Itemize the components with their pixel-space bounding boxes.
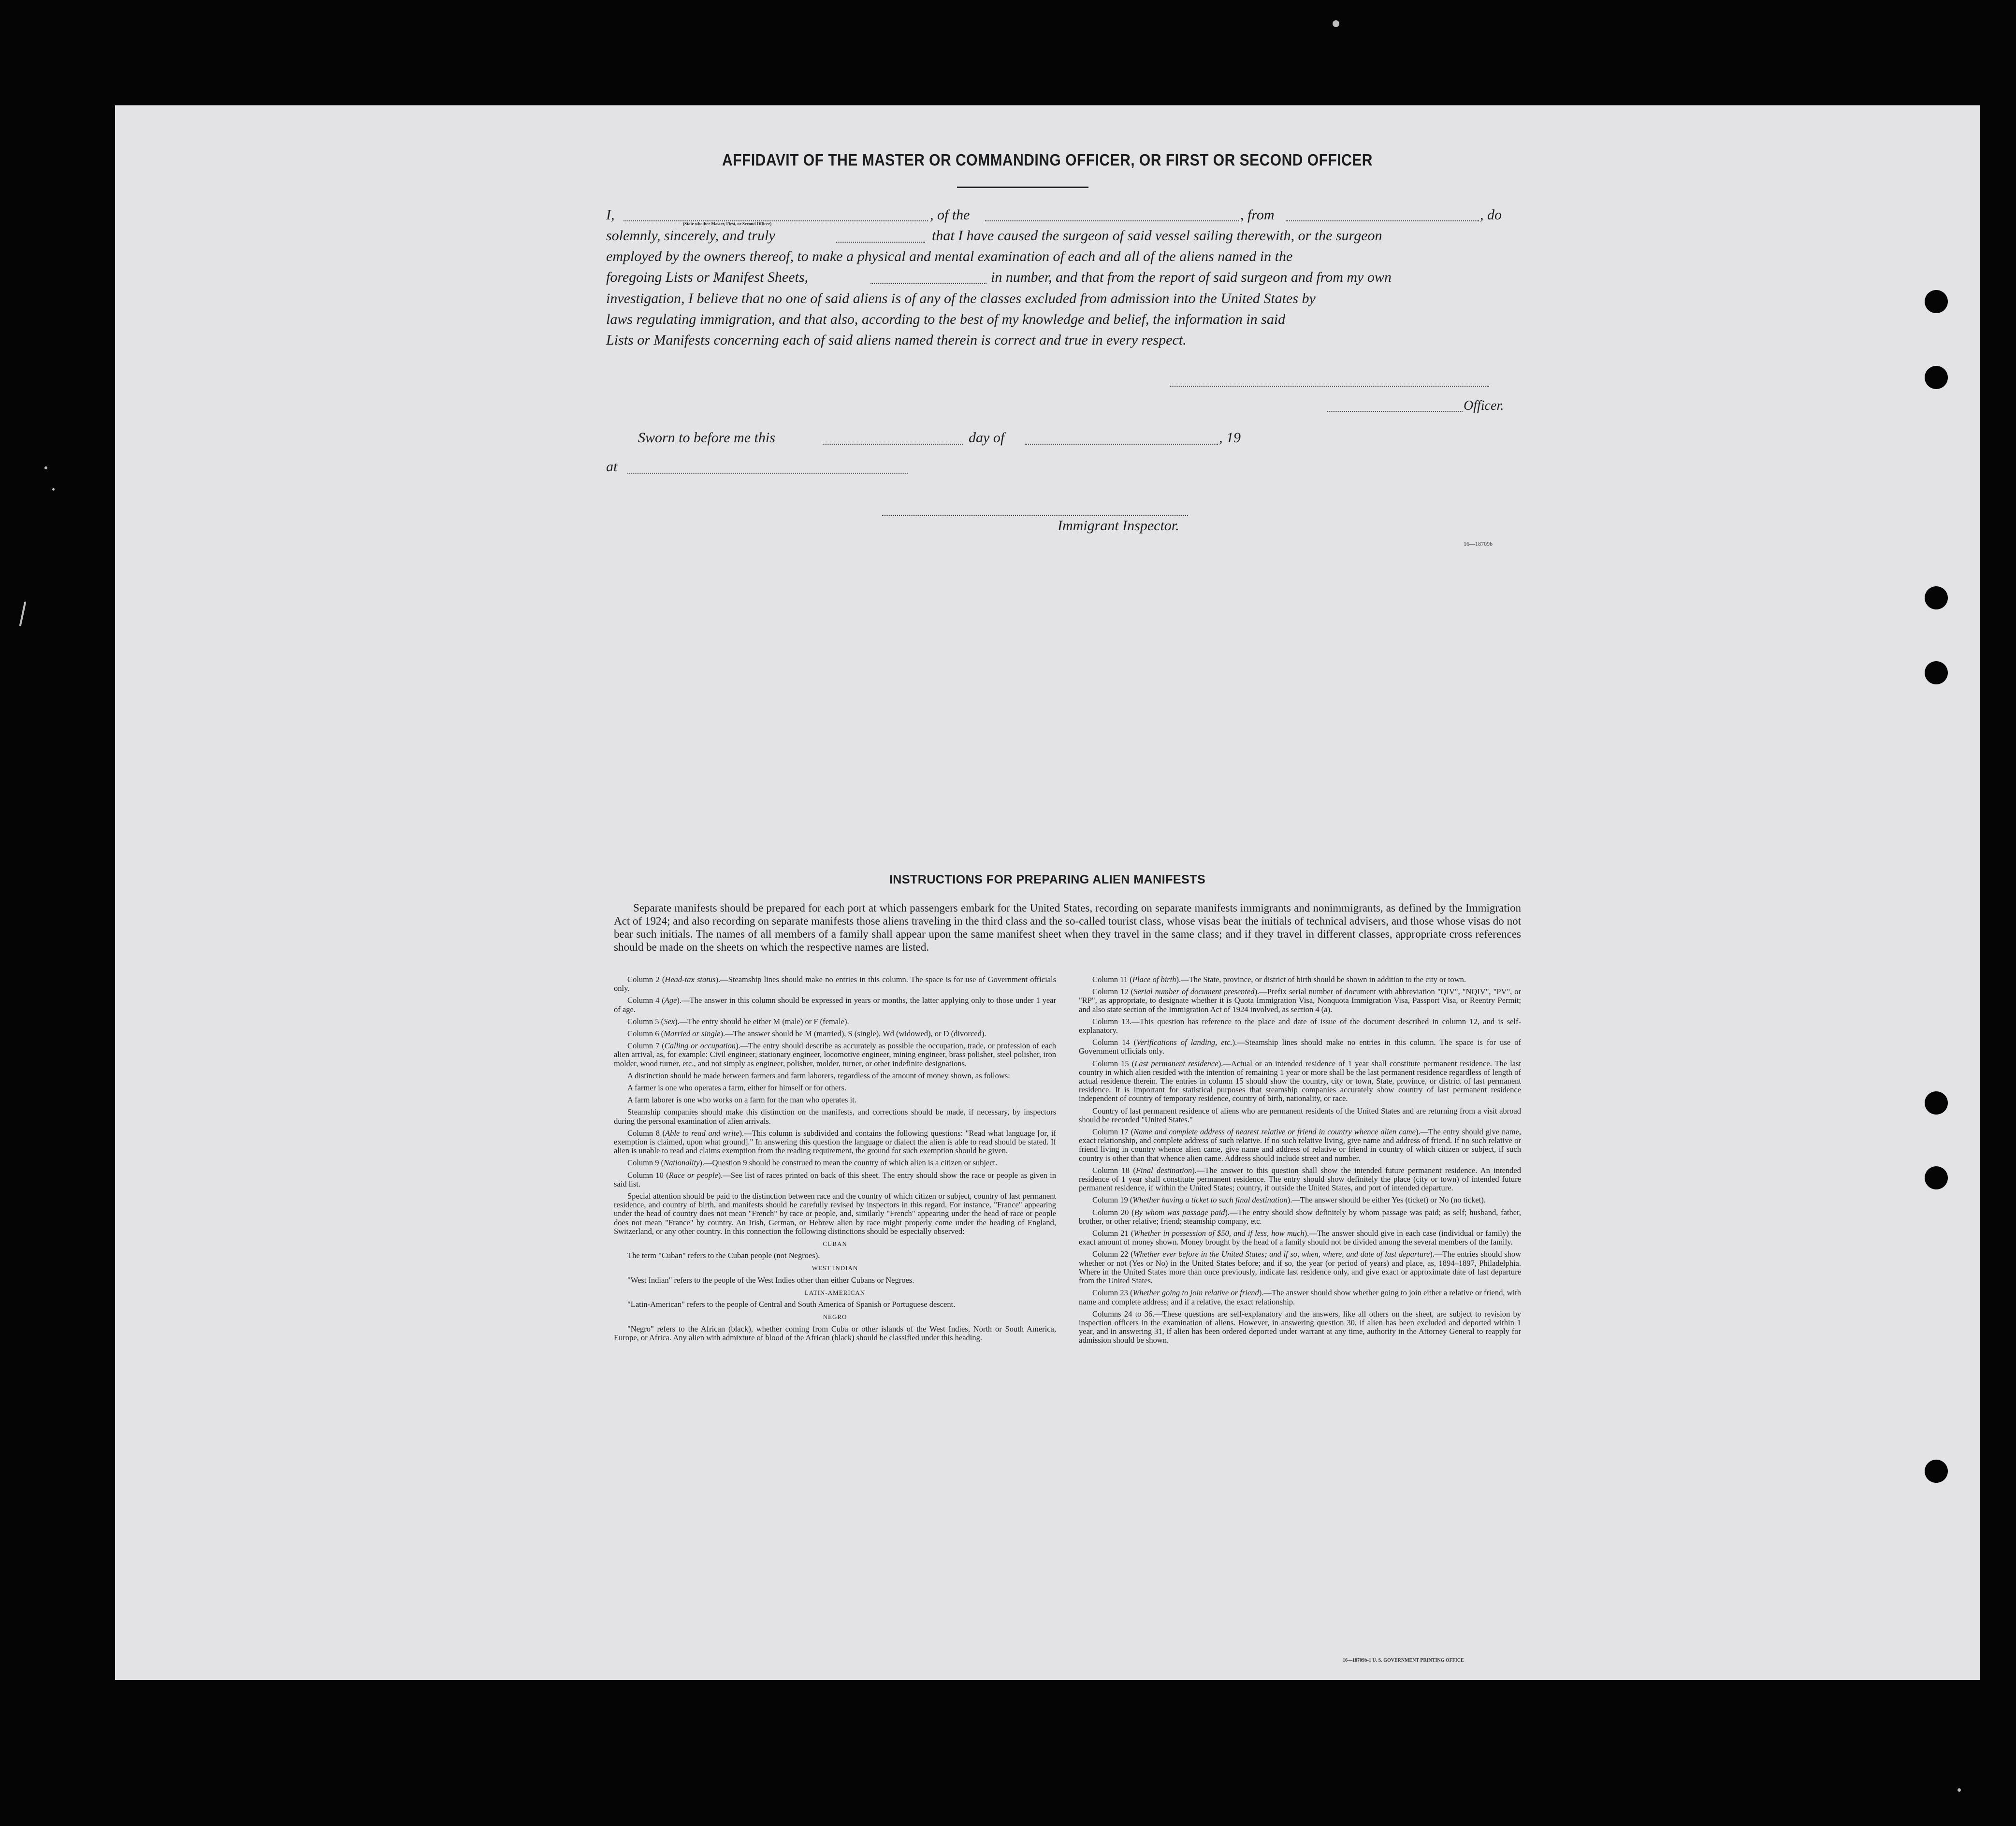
col15-returning-residents: Country of last permanent residence of aliens who are permanent residents of the United States and are returning from a visit abroad should be recorded "United States.": [1079, 1106, 1521, 1124]
punch-hole-3: [1925, 586, 1948, 609]
west-indian-definition: "West Indian" refers to the people of the West Indies other than either Cubans or Negroes.: [627, 1275, 914, 1285]
col14-instruction: Column 14 (Verifications of landing, etc.).—Steamship lines should make no entries in this column. The space is for use of Government officials only.: [1079, 1038, 1521, 1056]
vessel-name-field[interactable]: [985, 220, 1239, 221]
col11-instruction: Column 11 (Place of birth).—The State, province, or district of birth should be shown in addition to the city or town.: [1092, 975, 1466, 984]
col13-instruction: Column 13.—This question has reference to the place and date of issue of the document described in column 12, and is self-explanatory.: [1079, 1016, 1521, 1035]
col6-instruction: Column 6 (Married or single).—The answer should be M (married), S (single), Wd (widowed), or D (divorced).: [627, 1029, 986, 1039]
punch-hole-5: [1925, 1091, 1948, 1115]
latin-american-definition: "Latin-American" refers to the people of Central and South America of Spanish or Portuguese descent.: [627, 1300, 956, 1309]
col15-instruction: Column 15 (Last permanent residence).—Actual or an intended residence of 1 year shall constitute permanent residence. The last country in which alien resided with the intention of remaining 1 year or more shall be the last permanent residence regardless of length of actual residence therein. The entries in column 15 should show the country, city or town, State, province, or district of last permanent residence. It is important for statistical purposes that steamship companies accurately show country of last permanent residence independent of country of temporary residence, country of birth, nationality, or race.: [1079, 1058, 1522, 1103]
col19-instruction: Column 19 (Whether having a ticket to such final destination).—The answer should be either Yes (ticket) or No (no ticket).: [1092, 1195, 1486, 1205]
rank-instruction-note: (State whether Master, First, or Second Officer): [683, 221, 772, 226]
race-distinction-para: Special attention should be paid to the distinction between race and the country of which citizen or subject, country of last permanent residence, and country of birth, and manifests should be carefully revised by inspectors in this regard. For instance, "France" appearing under the head of country does not mean "French" by race or people, and, similarly "French" appearing under the head of race or people does not mean "France" by country. An Irish, German, or Hebrew alien by race might properly come under the heading of England, Switzerland, or any other country. In this connection the following distinctions should be especially observed:: [614, 1191, 1056, 1236]
col2-instruction: Column 2 (Head-tax status).—Steamship lines should make no entries in this column. The space is for use of Government officials only.: [614, 975, 1056, 993]
affidavit-line-3: employed by the owners thereof, to make a physical and mental examination of each and all of the aliens named in the: [606, 248, 1293, 264]
word-of-the: , of the: [930, 207, 970, 223]
form-sheet: [115, 105, 1980, 1680]
word-day-of: day of: [969, 430, 1005, 446]
steamship-distinction-para: Steamship companies should make this distinction on the manifests, and corrections should be made, if necessary, by inspectors during the personal examination of alien arrivals.: [614, 1107, 1056, 1126]
scan-speck: [52, 488, 55, 491]
word-foregoing: foregoing Lists or Manifest Sheets,: [606, 269, 809, 285]
day-number-field[interactable]: [823, 444, 963, 445]
title-rule: [957, 187, 1088, 188]
col4-instruction: Column 4 (Age).—The answer in this column should be expressed in years or months, the latter applying only to those under 1 year of age.: [614, 996, 1056, 1014]
word-from: , from: [1240, 207, 1275, 223]
affidavit-line-6: laws regulating immigration, and that also, according to the best of my knowledge and belief, the information in said: [606, 311, 1286, 327]
latin-american-heading: LATIN-AMERICAN: [804, 1289, 866, 1296]
affidavit-title: AFFIDAVIT OF THE MASTER OR COMMANDING OFFICER, OR FIRST OR SECOND OFFICER: [722, 151, 1373, 170]
punch-hole-2: [1925, 366, 1948, 389]
word-sworn: Sworn to before me this: [638, 430, 775, 446]
word-i: I,: [606, 207, 615, 223]
form-number: 16—18709b: [1464, 540, 1493, 547]
punch-hole-7: [1925, 1460, 1948, 1483]
farm-distinction-para: A distinction should be made between farmers and farm laborers, regardless of the amount of money shown, as follows:: [627, 1071, 1010, 1080]
col23-instruction: Column 23 (Whether going to join relative or friend).—The answer should show whether going to join either a relative or friend, with name and complete address; and if a relative, the exact relationship.: [1079, 1288, 1521, 1306]
col18-instruction: Column 18 (Final destination).—The answer to this question shall show the intended future permanent residence. An intended residence of 1 year shall constitute permanent residence. The entry should show definitely the place (city or town) of intended future permanent residence, if within the United States; country, if outside the United States, and port of intended departure.: [1079, 1165, 1521, 1193]
affidavit-line-7: Lists or Manifests concerning each of said aliens named therein is correct and true in every respect.: [606, 332, 1187, 348]
col7-instruction: Column 7 (Calling or occupation).—The entry should describe as accurately as possible the occupation, trade, or profession of each alien arrival, as, for example: Civil engineer, stationary engineer, locomotive engineer, mining engineer, brass polisher, steel polisher, iron molder, wood turner, etc., and not simply as engineer, polisher, molder, turner, or other indefinite designations.: [614, 1041, 1056, 1068]
negro-definition: "Negro" refers to the African (black), whether coming from Cuba or other islands of the West Indies, North or South America, Europe, or Africa. Any alien with admixture of blood of the African (black) should be classified under this heading.: [614, 1324, 1056, 1342]
printing-office-footer: 16—18709b-1 U. S. GOVERNMENT PRINTING OFFICE: [1343, 1658, 1464, 1663]
col10-instruction: Column 10 (Race or people).—See list of races printed on back of this sheet. The entry should show the race or people as given in said list.: [614, 1170, 1056, 1188]
sheet-count-field[interactable]: [870, 283, 986, 284]
instructions-intro: Separate manifests should be prepared for each port at which passengers embark for the United States, recording on separate manifests immigrants and nonimmigrants, as defined by the Immigration Act of 1924; and also recording on separate manifests those aliens traveling in the third class and the so-called tourist class, whose visas bear the initials of technical advisers, and those whose visas do not bear such initials. The names of all members of a family shall appear upon the same manifest sheet when they travel in the same class; and if they travel in different classes, appropriate cross references should be made on the sheets on which the respective names are listed.: [614, 902, 1521, 953]
farmer-definition: A farmer is one who operates a farm, either for himself or for others.: [627, 1083, 847, 1093]
place-field[interactable]: [627, 473, 908, 474]
affidavit-line-5: investigation, I believe that no one of said aliens is of any of the classes excluded from admission into the United States by: [606, 290, 1316, 306]
port-from-field[interactable]: [1286, 220, 1479, 221]
word-at: at: [606, 459, 618, 475]
affidavit-line-2: that I have caused the surgeon of said vessel sailing therewith, or the surgeon: [932, 228, 1382, 244]
col5-instruction: Column 5 (Sex).—The entry should be either M (male) or F (female).: [627, 1016, 849, 1026]
west-indian-heading: WEST INDIAN: [812, 1264, 858, 1272]
scan-speck: [1333, 20, 1339, 27]
officer-rank-field[interactable]: [624, 220, 928, 221]
col20-instruction: Column 20 (By whom was passage paid).—The entry should show definitely by whom passage was paid; as self; husband, father, brother, or other relative; friend; steamship company, etc.: [1079, 1207, 1522, 1226]
officer-label: Officer.: [1464, 398, 1504, 413]
officer-title-line[interactable]: [1327, 411, 1463, 412]
scan-speck: [1958, 1788, 1961, 1792]
col17-instruction: Column 17 (Name and complete address of nearest relative or friend in country whence alien came).—The entry should give name, exact relationship, and complete address of such relative. If no such relative living, give name and address of friend. If no such relative or friend living in country whence alien came, give name and address of relative or friend in country of which citizen or subject, if such country is other than that whence alien came. Address should include street and number.: [1079, 1127, 1521, 1163]
col9-instruction: Column 9 (Nationality).—Question 9 should be construed to mean the country of which alien is a citizen or subject.: [627, 1158, 998, 1168]
word-solemnly: solemnly, sincerely, and truly: [606, 228, 775, 244]
officer-signature-line[interactable]: [1170, 386, 1489, 387]
col22-instruction: Column 22 (Whether ever before in the United States; and if so, when, where, and date of last departure).—The entries should show whether or not (Yes or No) in the United States before; and if so, the year (or period of years) and place, as, 1894–1897, Philadelphia. Where in the United States more than once previously, indicate last residence only, and give exact or approximate date of last departure from the United States.: [1079, 1249, 1521, 1286]
instructions-left-column: [614, 975, 1056, 1346]
scan-speck: [44, 466, 47, 469]
col24-36-instruction: Columns 24 to 36.—These questions are self-explanatory and the answers, like all others on the sheet, are subject to revision by inspection officers in the examination of aliens. However, in answering question 30, if alien has been excluded and deported within 1 year, and in answering 31, if alien has been ordered deported under warrant at any time, authority in the Attorney General to reapply for admission should be shown.: [1079, 1309, 1521, 1345]
col12-instruction: Column 12 (Serial number of document presented).—Prefix serial number of document with abbreviation "QIV", "NQIV", "PV", or "RP", as appropriate, to designate whether it is Quota Immigration Visa, Nonquota Immigration Visa, Passport Visa, or Reentry Permit; and also state section of the Immigration Act of 1924 involved, as section 4 (a).: [1079, 987, 1522, 1014]
col8-instruction: Column 8 (Able to read and write).—This column is subdivided and contains the following questions: "Read what language [or, if exemption is claimed, upon what ground]." In answering this question the language or dialect the alien is able to read should be stated. If alien is unable to read and claims exemption from the reading requirement, the ground for such exemption should be given.: [614, 1128, 1056, 1156]
punch-hole-6: [1925, 1166, 1948, 1189]
cuban-definition: The term "Cuban" refers to the Cuban people (not Negroes).: [627, 1251, 820, 1261]
word-year: , 19: [1219, 430, 1241, 446]
farm-laborer-definition: A farm laborer is one who works on a farm for the man who operates it.: [627, 1095, 856, 1105]
instructions-title: INSTRUCTIONS FOR PREPARING ALIEN MANIFESTS: [889, 873, 1206, 886]
instructions-right-column: [1079, 975, 1521, 1348]
col21-instruction: Column 21 (Whether in possession of $50, and if less, how much).—The answer should give in each case (individual or family) the exact amount of money shown. Money brought by the head of a family should not be divided among the several members of the family.: [1079, 1229, 1522, 1247]
month-field[interactable]: [1025, 444, 1218, 445]
punch-hole-4: [1925, 661, 1948, 684]
word-do: , do: [1480, 207, 1502, 223]
punch-hole-1: [1925, 290, 1948, 313]
inspector-label: Immigrant Inspector.: [1058, 518, 1179, 534]
cuban-heading: CUBAN: [823, 1240, 847, 1248]
negro-heading: NEGRO: [823, 1313, 847, 1321]
scan-scratch: [19, 601, 27, 626]
affidavit-line-4: in number, and that from the report of said surgeon and from my own: [991, 269, 1392, 285]
swear-affirm-field[interactable]: [836, 242, 925, 243]
